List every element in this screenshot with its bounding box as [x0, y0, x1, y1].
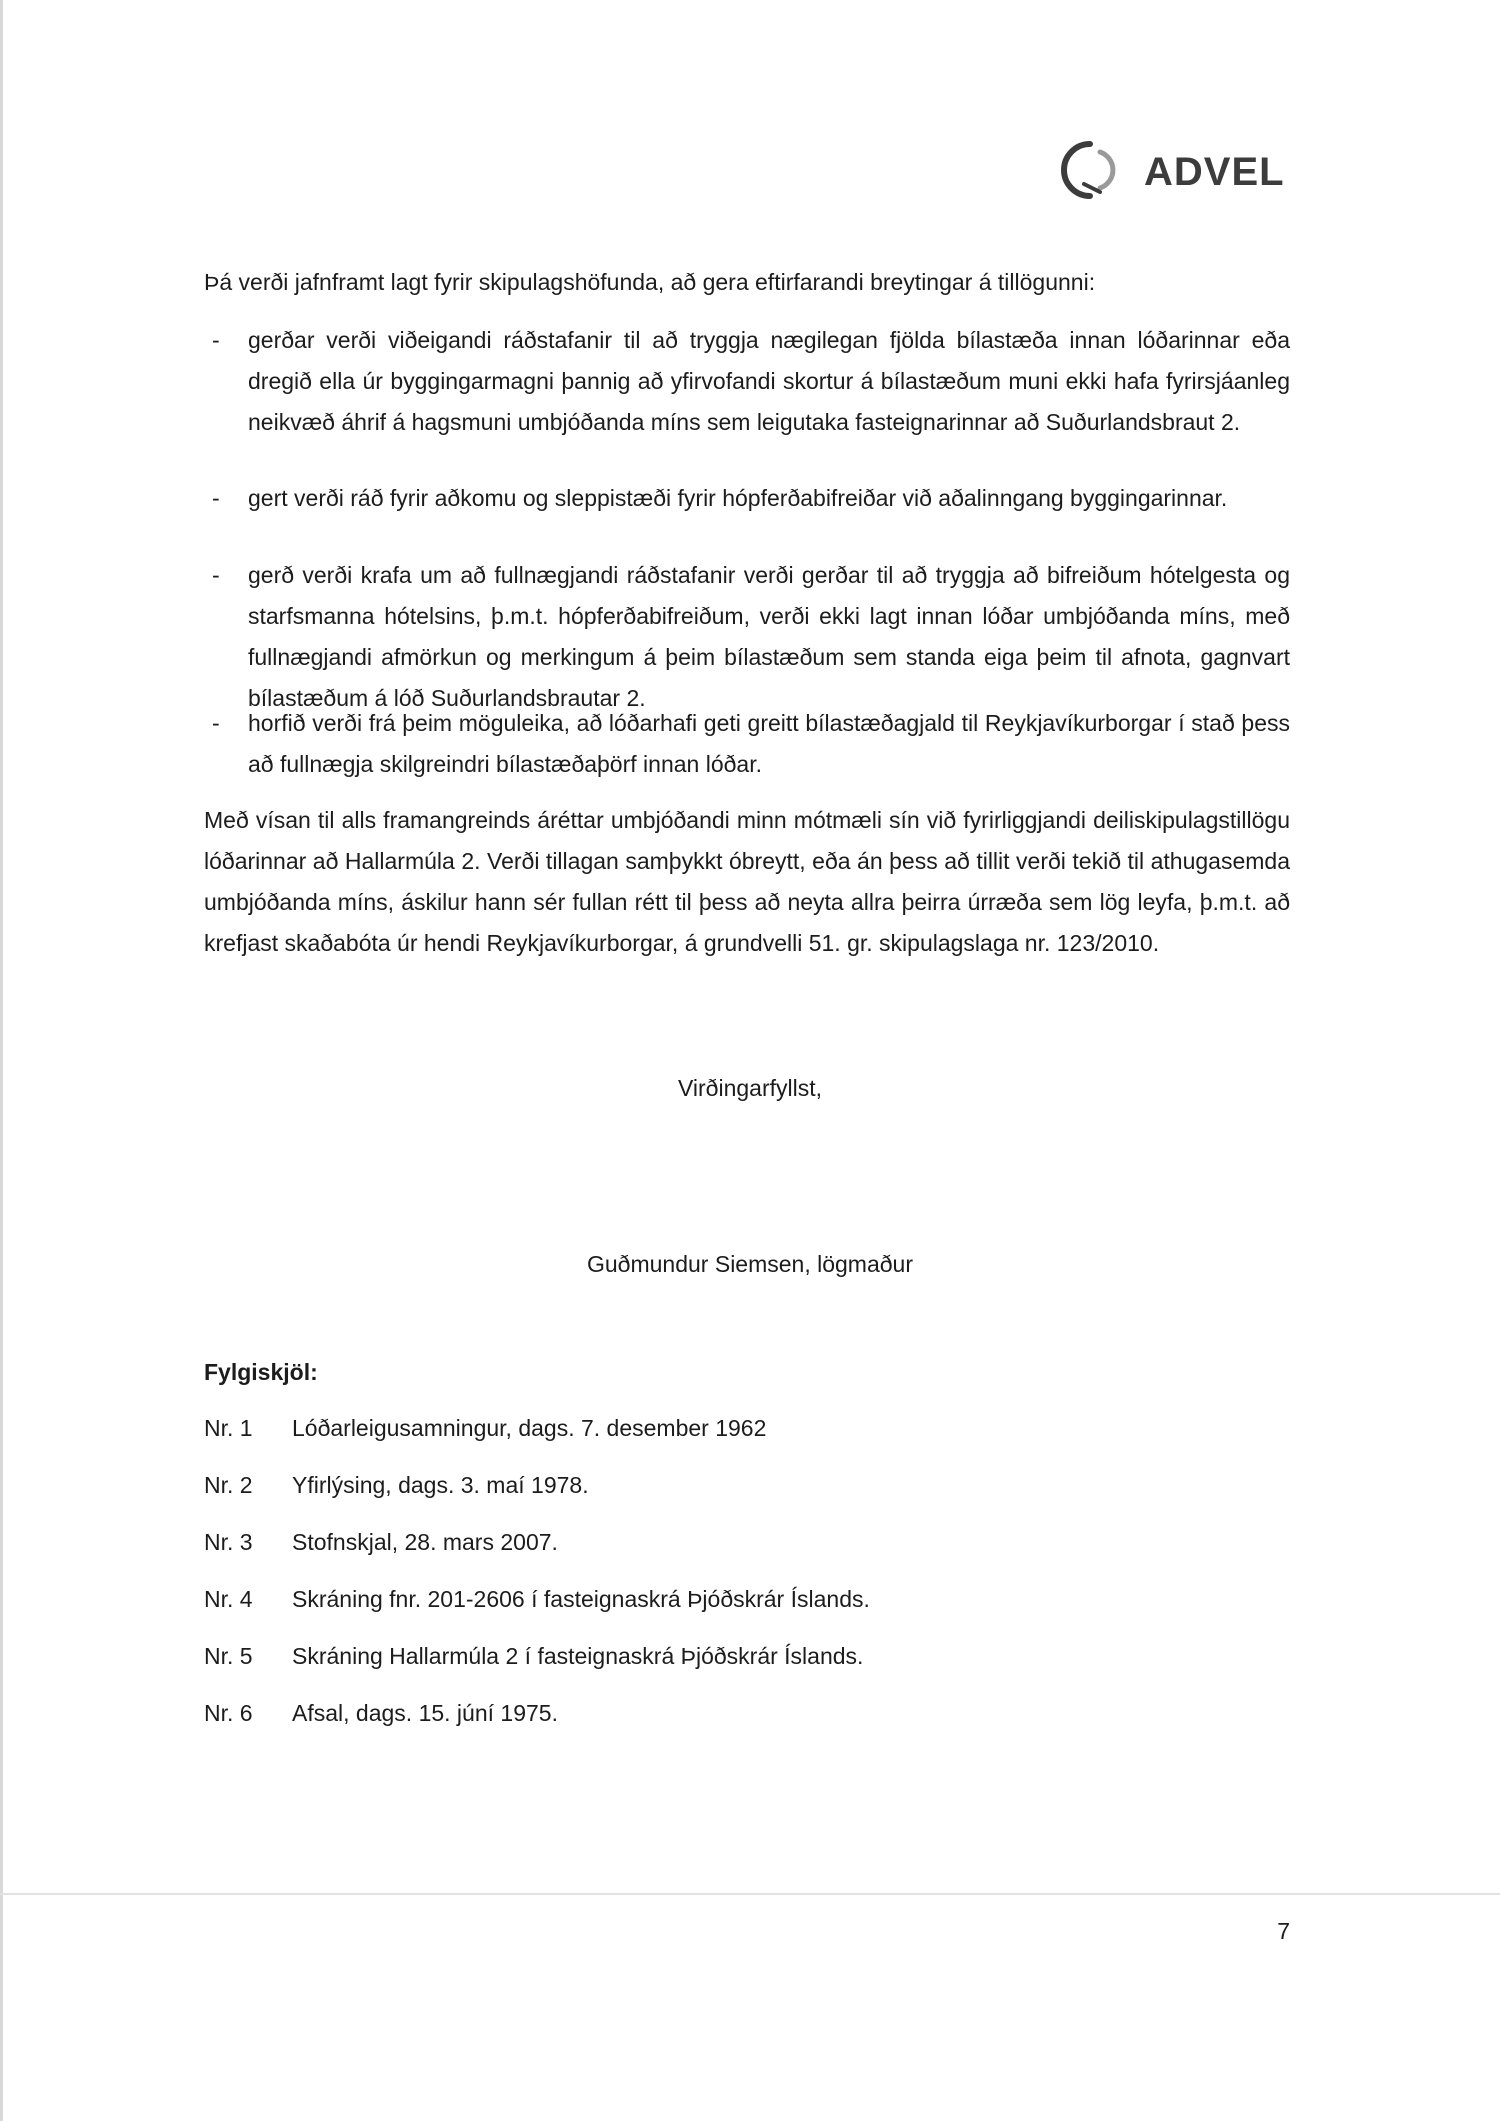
attachment-number: Nr. 6: [204, 1700, 253, 1726]
advel-logo: [1060, 134, 1300, 204]
attachments-list: [204, 1408, 1104, 1750]
closing-paragraph: Með vísan til alls framangreinds áréttar umbjóðandi minn mótmæli sín við fyrirliggjandi deiliskipulagstillögu lóðarinnar að Hallarmúla 2. Verði tillagan samþykkt óbreytt, eða án þess að tillit verði tekið til athugasemda umbjóðanda míns, áskilur hann sér fullan rétt til þess að neyta allra þeirra úrræða sem lög leyfa, þ.m.t. að krefjast skaðabóta úr hendi Reykjavíkurborgar, á grundvelli 51. gr. skipulagslaga nr. 123/2010.: [204, 807, 1290, 956]
list-item: [212, 703, 1290, 785]
intro-paragraph: Þá verði jafnframt lagt fyrir skipulagshöfunda, að gera eftirfarandi breytingar á tillögunni:: [204, 269, 1096, 295]
attachments-heading: Fylgiskjöl:: [204, 1359, 318, 1385]
advel-logo-icon: [1060, 134, 1140, 204]
attachment-item: [204, 1693, 1104, 1750]
attachment-title: Skráning fnr. 201-2606 í fasteignaskrá Þjóðskrár Íslands.: [292, 1586, 870, 1612]
attachment-number: Nr. 4: [204, 1586, 253, 1612]
logo-text: ADVEL: [1144, 150, 1285, 194]
list-item-text: gerðar verði viðeigandi ráðstafanir til að tryggja nægilegan fjölda bílastæða innan lóðarinnar eða dregið ella úr byggingarmagni þannig að yfirvofandi skortur á bílastæðum muni ekki hafa fyrirsjáanleg neikvæð áhrif á hagsmuni umbjóðanda míns sem leigutaka fasteignarinnar að Suðurlandsbraut 2.: [248, 327, 1290, 435]
attachment-number: Nr. 2: [204, 1472, 253, 1498]
bullet-dash: -: [212, 562, 220, 588]
signature-line: Guðmundur Siemsen, lögmaður: [587, 1251, 913, 1277]
list-item-text: gerð verði krafa um að fullnægjandi ráðstafanir verði gerðar til að tryggja að bifreiðum hótelgesta og starfsmanna hótelsins, þ.m.t. hópferðabifreiðum, verði ekki lagt innan lóðar umbjóðanda míns, með fullnægjandi afmörkun og merkingum á þeim bílastæðum sem standa eiga þeim til afnota, gagnvart bílastæðum á lóð Suðurlandsbrautar 2.: [248, 562, 1290, 711]
bullet-dash: -: [212, 710, 220, 736]
salutation: Virðingarfyllst,: [677, 1075, 823, 1101]
attachment-title: Skráning Hallarmúla 2 í fasteignaskrá Þjóðskrár Íslands.: [292, 1643, 864, 1669]
scan-edge: [0, 0, 3, 2121]
list-item-text: horfið verði frá þeim möguleika, að lóðarhafi geti greitt bílastæðagjald til Reykjavíkurborgar í stað þess að fullnægja skilgreindri bílastæðaþörf innan lóðar.: [248, 710, 1290, 777]
attachment-title: Yfirlýsing, dags. 3. maí 1978.: [292, 1472, 589, 1498]
list-item: [212, 320, 1290, 443]
list-item: [212, 555, 1290, 719]
list-item-text: gert verði ráð fyrir aðkomu og sleppistæði fyrir hópferðabifreiðar við aðalinngang byggingarinnar.: [248, 485, 1228, 511]
attachment-title: Stofnskjal, 28. mars 2007.: [292, 1529, 558, 1555]
attachment-item: [204, 1465, 1104, 1522]
attachment-number: Nr. 3: [204, 1529, 253, 1555]
bullet-dash: -: [212, 485, 220, 511]
attachment-number: Nr. 1: [204, 1415, 253, 1441]
page-number: 7: [1277, 1918, 1290, 1944]
bullet-dash: -: [212, 327, 220, 353]
attachment-item: [204, 1408, 1104, 1465]
attachment-item: [204, 1579, 1104, 1636]
attachment-number: Nr. 5: [204, 1643, 253, 1669]
list-item: [212, 478, 1290, 519]
footer-divider: [0, 1893, 1500, 1895]
attachment-title: Lóðarleigusamningur, dags. 7. desember 1962: [292, 1415, 767, 1441]
attachment-title: Afsal, dags. 15. júní 1975.: [292, 1700, 558, 1726]
attachment-item: [204, 1522, 1104, 1579]
attachment-item: [204, 1636, 1104, 1693]
